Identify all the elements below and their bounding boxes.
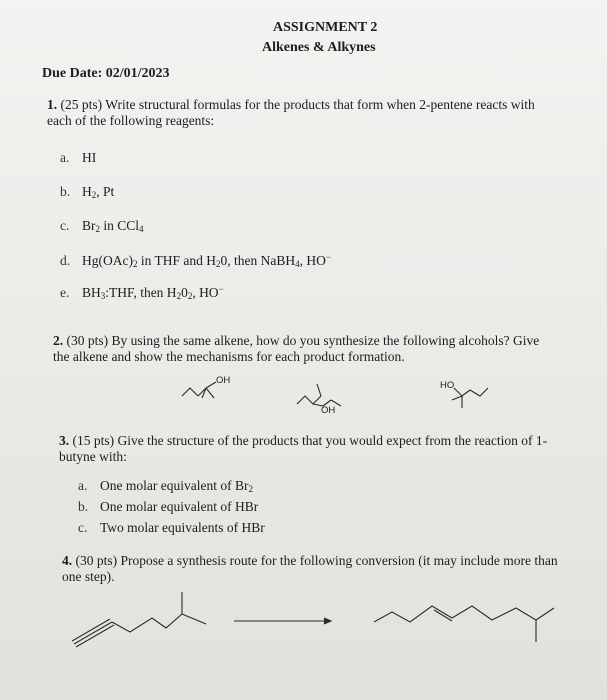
reaction-arrow xyxy=(232,614,342,628)
question-1-line-1 xyxy=(47,97,535,113)
q1-item-c xyxy=(60,218,144,234)
reagent-text: One molar equivalent of HBr xyxy=(100,499,259,514)
bond xyxy=(454,388,462,396)
question-3-line-1 xyxy=(59,433,547,449)
arrow-head xyxy=(324,618,331,624)
item-label: d. xyxy=(60,253,71,268)
question-text: Give the structure of the products that you would expect from the reaction of 1- xyxy=(117,433,548,448)
due-date: Due Date: 02/01/2023 xyxy=(42,66,170,81)
product-alkene-structure xyxy=(370,592,560,648)
question-number: 2. xyxy=(53,333,64,348)
q1-item-a xyxy=(60,150,96,166)
item-label: e. xyxy=(60,285,70,300)
bond-skeleton xyxy=(452,606,536,620)
reagent-text: HI xyxy=(82,150,97,165)
hydroxyl-label: OH xyxy=(321,405,336,416)
question-4-line-2: one step). xyxy=(62,569,115,584)
alcohol-structure-1 xyxy=(180,372,250,412)
hydroxyl-label: HO xyxy=(440,380,455,391)
starting-alkyne-structure xyxy=(70,588,220,658)
triple-bond-line xyxy=(74,622,112,644)
bond xyxy=(182,614,206,624)
assignment-subtitle: Alkenes & Alkynes xyxy=(262,40,376,55)
q3-item-c xyxy=(78,520,265,536)
reagent-text: Two molar equivalents of HBr xyxy=(100,520,265,535)
question-points: (30 pts) xyxy=(75,553,118,568)
hydroxyl-label: OH xyxy=(216,375,231,386)
question-points: (30 pts) xyxy=(66,333,109,348)
item-label: b. xyxy=(60,184,71,199)
bond-skeleton xyxy=(182,388,198,396)
bond xyxy=(462,390,470,396)
question-text: By using the same alkene, how do you synthesize the following alcohols? Give xyxy=(111,333,540,348)
bond xyxy=(317,384,321,396)
question-number: 3. xyxy=(59,433,70,448)
bond-skeleton xyxy=(112,614,182,632)
reagent-text: $Hg(OAc)_2$ in THF and $H_20$, then NaBH$_4$, HO− xyxy=(82,252,331,269)
bond-skeleton xyxy=(297,396,321,404)
question-number: 4. xyxy=(62,553,73,568)
item-label: a. xyxy=(60,150,70,165)
reagent-text: $BH_3:THF$, then $H_20_2$, HO− xyxy=(82,284,224,301)
item-label: a. xyxy=(78,478,88,493)
q1-item-b xyxy=(60,184,114,200)
question-points: (25 pts) xyxy=(60,97,103,112)
assignment-title: ASSIGNMENT 2 xyxy=(273,20,378,35)
question-text: Write structural formulas for the products that form when 2-pentene reacts with xyxy=(105,97,535,112)
q1-item-e xyxy=(60,284,224,301)
bond xyxy=(206,382,216,388)
bond xyxy=(536,608,554,620)
q3-item-a: a. One molar equivalent of $Br_2$ xyxy=(78,478,253,494)
q3-item-b xyxy=(78,499,258,515)
question-1-line-2: each of the following reagents: xyxy=(47,113,215,128)
item-label: c. xyxy=(60,218,70,233)
question-number: 1. xyxy=(47,97,58,112)
bond xyxy=(206,388,214,398)
item-label: c. xyxy=(78,520,88,535)
question-3-line-2: butyne with: xyxy=(59,449,127,464)
double-bond-line xyxy=(434,610,452,621)
alcohol-structure-3 xyxy=(440,374,530,414)
reagent-text: $H_2$, Pt xyxy=(82,184,115,200)
question-2-line-2: the alkene and show the mechanisms for each product formation. xyxy=(53,349,405,364)
item-label: b. xyxy=(78,499,89,514)
question-4-line-1 xyxy=(62,553,558,569)
question-text: Propose a synthesis route for the following conversion (it may include more than xyxy=(120,553,558,568)
reagent-text: $Br_2$ in CCl$_4$ xyxy=(82,218,144,234)
bond-skeleton xyxy=(470,388,488,396)
bond xyxy=(452,396,462,400)
question-points: (15 pts) xyxy=(72,433,115,448)
reagent-text: One molar equivalent of Br xyxy=(100,478,249,493)
question-2-line-1 xyxy=(53,333,539,349)
q1-item-d xyxy=(60,252,331,269)
alcohol-structure-2 xyxy=(295,382,375,416)
